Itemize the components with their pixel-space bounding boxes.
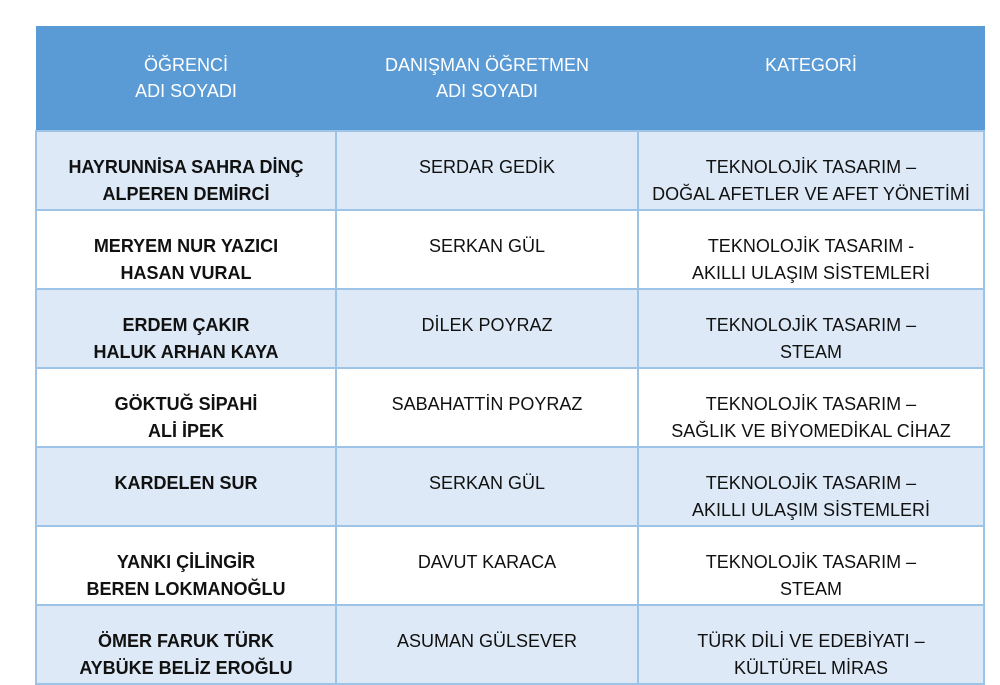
students-cell bbox=[36, 131, 336, 210]
students-cell bbox=[36, 210, 336, 289]
advisor-cell bbox=[336, 289, 638, 368]
category-cell bbox=[638, 368, 984, 447]
student-name: BEREN LOKMANOĞLU bbox=[86, 579, 286, 599]
category-line: TEKNOLOJİK TASARIM – bbox=[705, 552, 917, 572]
student-name: ALPEREN DEMİRCİ bbox=[102, 184, 270, 204]
students-cell bbox=[36, 289, 336, 368]
category-line: AKILLI ULAŞIM SİSTEMLERİ bbox=[691, 263, 931, 283]
header-advisor-line: ADI SOYADI bbox=[436, 81, 538, 101]
header-row bbox=[36, 26, 984, 131]
student-name: MERYEM NUR YAZICI bbox=[93, 236, 279, 256]
advisor-name: ASUMAN GÜLSEVER bbox=[396, 631, 578, 651]
advisor-cell bbox=[336, 210, 638, 289]
students-cell bbox=[36, 526, 336, 605]
advisor-name: SERDAR GEDİK bbox=[418, 157, 556, 177]
advisor-cell bbox=[336, 526, 638, 605]
project-table-container bbox=[35, 26, 983, 685]
header-category bbox=[638, 26, 984, 131]
student-name: AYBÜKE BELİZ EROĞLU bbox=[79, 658, 293, 678]
category-line: DOĞAL AFETLER VE AFET YÖNETİMİ bbox=[652, 184, 970, 204]
student-name: ERDEM ÇAKIR bbox=[122, 315, 250, 335]
student-name: HASAN VURAL bbox=[120, 263, 252, 283]
student-name: GÖKTUĞ SİPAHİ bbox=[114, 394, 258, 414]
advisor-cell bbox=[336, 131, 638, 210]
category-line: TEKNOLOJİK TASARIM – bbox=[705, 394, 917, 414]
header-student-line: ADI SOYADI bbox=[135, 81, 237, 101]
category-line: AKILLI ULAŞIM SİSTEMLERİ bbox=[691, 500, 931, 520]
advisor-cell bbox=[336, 368, 638, 447]
category-line: TEKNOLOJİK TASARIM – bbox=[705, 473, 917, 493]
student-name: KARDELEN SUR bbox=[114, 473, 258, 493]
table-row bbox=[36, 368, 984, 447]
header-student bbox=[36, 26, 336, 131]
table-row bbox=[36, 605, 984, 684]
category-line: SAĞLIK VE BİYOMEDİKAL CİHAZ bbox=[671, 421, 951, 441]
category-line: TEKNOLOJİK TASARIM – bbox=[705, 315, 917, 335]
table-row bbox=[36, 526, 984, 605]
header-advisor bbox=[336, 26, 638, 131]
advisor-name: DAVUT KARACA bbox=[417, 552, 557, 572]
category-cell bbox=[638, 289, 984, 368]
students-cell bbox=[36, 447, 336, 526]
category-line: TEKNOLOJİK TASARIM - bbox=[707, 236, 915, 256]
advisor-name: DİLEK POYRAZ bbox=[421, 315, 553, 335]
category-line: STEAM bbox=[779, 342, 842, 362]
category-line: TEKNOLOJİK TASARIM – bbox=[705, 157, 917, 177]
category-line: TÜRK DİLİ VE EDEBİYATI – bbox=[697, 631, 925, 651]
advisor-cell bbox=[336, 605, 638, 684]
advisor-name: SABAHATTİN POYRAZ bbox=[391, 394, 583, 414]
table-body bbox=[36, 131, 984, 684]
category-cell bbox=[638, 526, 984, 605]
student-name: HALUK ARHAN KAYA bbox=[93, 342, 279, 362]
advisor-cell bbox=[336, 447, 638, 526]
advisor-name: SERKAN GÜL bbox=[428, 236, 546, 256]
table-row bbox=[36, 447, 984, 526]
project-table bbox=[35, 26, 985, 685]
student-name: HAYRUNNİSA SAHRA DİNÇ bbox=[68, 157, 304, 177]
table-row bbox=[36, 210, 984, 289]
student-name: ÖMER FARUK TÜRK bbox=[98, 631, 274, 651]
category-line: KÜLTÜREL MİRAS bbox=[733, 658, 889, 678]
category-line: STEAM bbox=[779, 579, 842, 599]
header-student-line: ÖĞRENCİ bbox=[143, 55, 228, 75]
student-name: YANKI ÇİLİNGİR bbox=[116, 552, 256, 572]
category-cell bbox=[638, 447, 984, 526]
header-category-line: KATEGORİ bbox=[765, 55, 857, 75]
category-cell bbox=[638, 131, 984, 210]
category-cell bbox=[638, 210, 984, 289]
student-name: ALİ İPEK bbox=[147, 421, 224, 441]
header-advisor-line: DANIŞMAN ÖĞRETMEN bbox=[384, 55, 589, 75]
table-header bbox=[36, 26, 984, 131]
advisor-name: SERKAN GÜL bbox=[428, 473, 546, 493]
students-cell bbox=[36, 605, 336, 684]
students-cell bbox=[36, 368, 336, 447]
table-row bbox=[36, 289, 984, 368]
table-row bbox=[36, 131, 984, 210]
category-cell bbox=[638, 605, 984, 684]
